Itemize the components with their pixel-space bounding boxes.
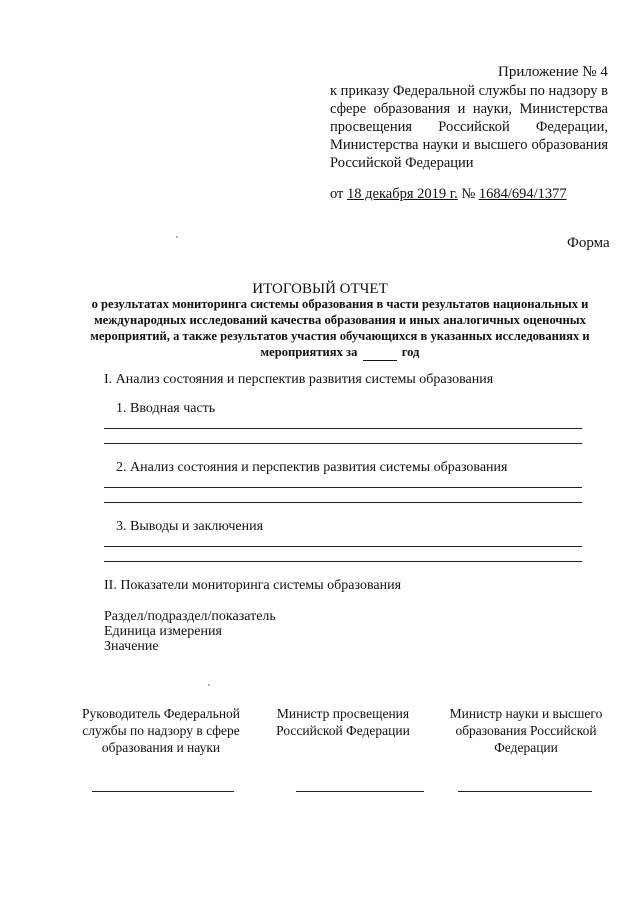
report-subtitle-text: о результатах мониторинга системы образования в части результатов национальных и международных исследований качества образования и иных аналогичных оценочных мероприятий, а также результатов участия обучающихся в указанных исследованиях и мероприятиях за	[90, 297, 590, 359]
section-2-heading: II. Показатели мониторинга системы образования	[104, 578, 402, 593]
fill-line	[104, 561, 582, 562]
fill-line	[104, 502, 582, 503]
signature-title-rosobrnadzor: Руководитель Федеральной службы по надзору в сфере образования и науки	[81, 706, 241, 755]
report-subtitle-year: год	[401, 345, 420, 359]
scan-speck	[176, 236, 178, 238]
scan-speck	[208, 684, 210, 686]
fill-line	[104, 546, 582, 547]
fill-line	[104, 487, 582, 488]
fill-line	[104, 443, 582, 444]
annex-order-reference: к приказу Федеральной службы по надзору в сфере образования и науки, Министерства просвещения Российской Федерации, Министерства науки и высшего образования Российской Федерации	[330, 83, 608, 171]
indicator-unit-label: Единица измерения	[104, 624, 222, 639]
section-1-1-heading: 1. Вводная часть	[116, 401, 216, 416]
form-label: Форма	[567, 235, 610, 251]
annex-date-line	[330, 186, 567, 203]
report-subtitle	[70, 296, 610, 361]
section-1-heading: I. Анализ состояния и перспектив развития системы образования	[104, 372, 494, 387]
year-blank	[363, 344, 397, 361]
report-title: ИТОГОВЫЙ ОТЧЕТ	[252, 281, 388, 297]
annex-title: Приложение № 4	[498, 64, 608, 80]
order-date: 18 декабря 2019 г.	[347, 186, 458, 202]
indicator-section-label: Раздел/подраздел/показатель	[104, 609, 276, 624]
section-1-3-heading: 3. Выводы и заключения	[116, 519, 264, 534]
fill-line	[104, 428, 582, 429]
signature-title-minobrnauki: Министр науки и высшего образования Российской Федерации	[449, 706, 603, 755]
signature-title-minprosveshcheniya: Министр просвещения Российской Федерации	[276, 706, 410, 738]
section-1-2-heading: 2. Анализ состояния и перспектив развития системы образования	[116, 460, 508, 475]
signature-line	[92, 791, 234, 792]
date-prefix: от	[330, 186, 348, 202]
signature-line	[458, 791, 592, 792]
number-prefix: №	[457, 186, 479, 202]
signature-line	[296, 791, 424, 792]
indicator-value-label: Значение	[104, 639, 159, 654]
order-number: 1684/694/1377	[478, 186, 567, 202]
